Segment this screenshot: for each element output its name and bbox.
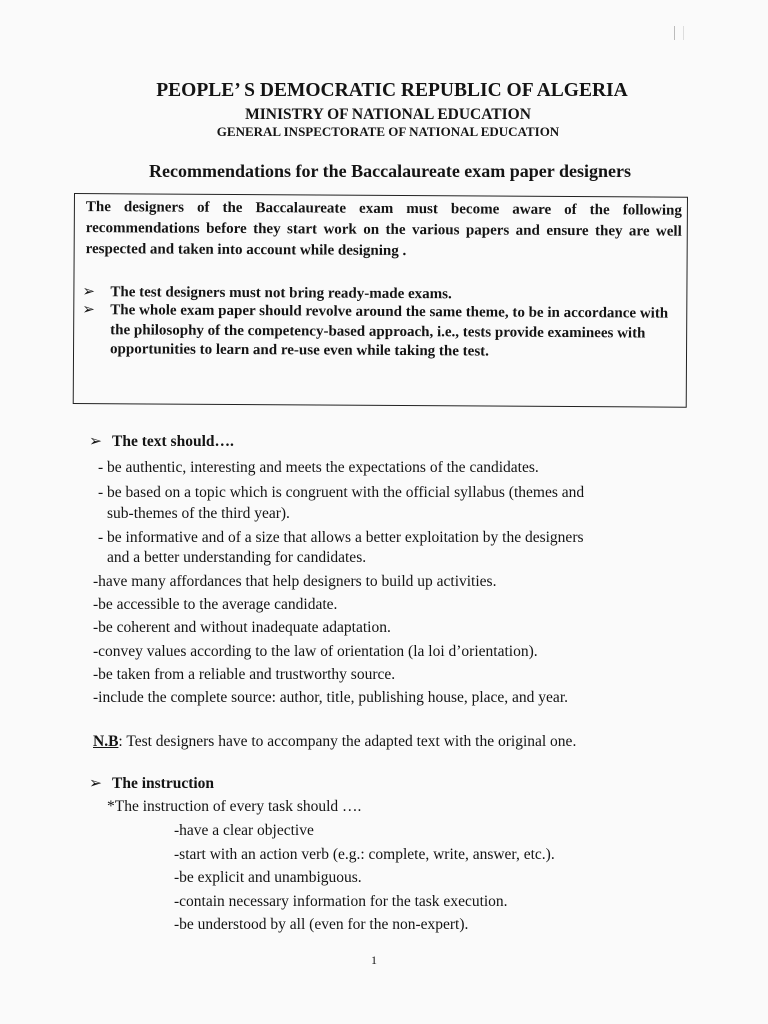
arrow-bullet-icon: ➢ bbox=[82, 302, 95, 319]
box-point-text: The test designers must not bring ready-made exams. bbox=[110, 284, 452, 303]
instruction-item: -contain necessary information for the task execution. bbox=[174, 893, 508, 910]
box-point bbox=[82, 301, 680, 363]
text-section-heading bbox=[89, 432, 234, 451]
text-criterion: -include the complete source: author, title, publishing house, place, and year. bbox=[93, 689, 568, 706]
box-intro: The designers of the Baccalaureate exam must become aware of the following recommendations before they start work on the various papers and ensure they are well respected and taken into account while designing . bbox=[85, 199, 682, 260]
text-criterion: -be accessible to the average candidate. bbox=[93, 596, 338, 613]
text-criterion: - be informative and of a size that allows a better exploitation by the designers bbox=[98, 529, 584, 546]
box-point-text: The whole exam paper should revolve around the same theme, to be in accordance with the philosophy of the competency-based approach, i.e., tests provide examinees with opportunities to learn and re-use even while taking the test. bbox=[109, 302, 669, 360]
text-criterion: -be coherent and without inadequate adaptation. bbox=[93, 619, 391, 636]
text-criterion: -convey values according to the law of orientation (la loi d’orientation). bbox=[93, 643, 538, 660]
nb-text: : Test designers have to accompany the adapted text with the original one. bbox=[118, 733, 577, 750]
country-header: PEOPLE’ S DEMOCRATIC REPUBLIC OF ALGERIA bbox=[156, 80, 628, 101]
text-criterion: - be based on a topic which is congruent with the official syllabus (themes and bbox=[98, 484, 585, 501]
scan-artifact bbox=[674, 26, 684, 40]
text-criterion: -have many affordances that help designers to build up activities. bbox=[93, 573, 497, 590]
instruction-section-heading-label: The instruction bbox=[112, 775, 215, 792]
text-criterion: and a better understanding for candidates. bbox=[107, 549, 367, 566]
instruction-intro: *The instruction of every task should …. bbox=[107, 798, 362, 815]
instruction-section-heading bbox=[89, 774, 214, 793]
arrow-bullet-icon: ➢ bbox=[82, 284, 96, 301]
instruction-item: -have a clear objective bbox=[174, 822, 314, 839]
text-criterion: - be authentic, interesting and meets the expectations of the candidates. bbox=[98, 459, 539, 476]
document-title: Recommendations for the Baccalaureate exam paper designers bbox=[149, 161, 631, 181]
text-criterion: -be taken from a reliable and trustworthy source. bbox=[93, 666, 396, 683]
arrow-bullet-icon: ➢ bbox=[89, 775, 102, 792]
text-criterion: sub-themes of the third year). bbox=[107, 505, 290, 522]
ministry-header: MINISTRY OF NATIONAL EDUCATION bbox=[245, 106, 531, 123]
nb-label: N.B bbox=[93, 733, 119, 750]
page-number: 1 bbox=[371, 953, 377, 967]
recommendations-box bbox=[73, 193, 688, 408]
arrow-bullet-icon: ➢ bbox=[89, 433, 102, 450]
text-section-heading-label: The text should…. bbox=[112, 433, 234, 450]
instruction-item: -be explicit and unambiguous. bbox=[174, 869, 362, 886]
instruction-item: -be understood by all (even for the non-expert). bbox=[174, 916, 469, 933]
instruction-item: -start with an action verb (e.g.: complete, write, answer, etc.). bbox=[174, 846, 555, 863]
inspectorate-header: GENERAL INSPECTORATE OF NATIONAL EDUCATION bbox=[216, 124, 560, 139]
nb-note bbox=[93, 733, 576, 751]
